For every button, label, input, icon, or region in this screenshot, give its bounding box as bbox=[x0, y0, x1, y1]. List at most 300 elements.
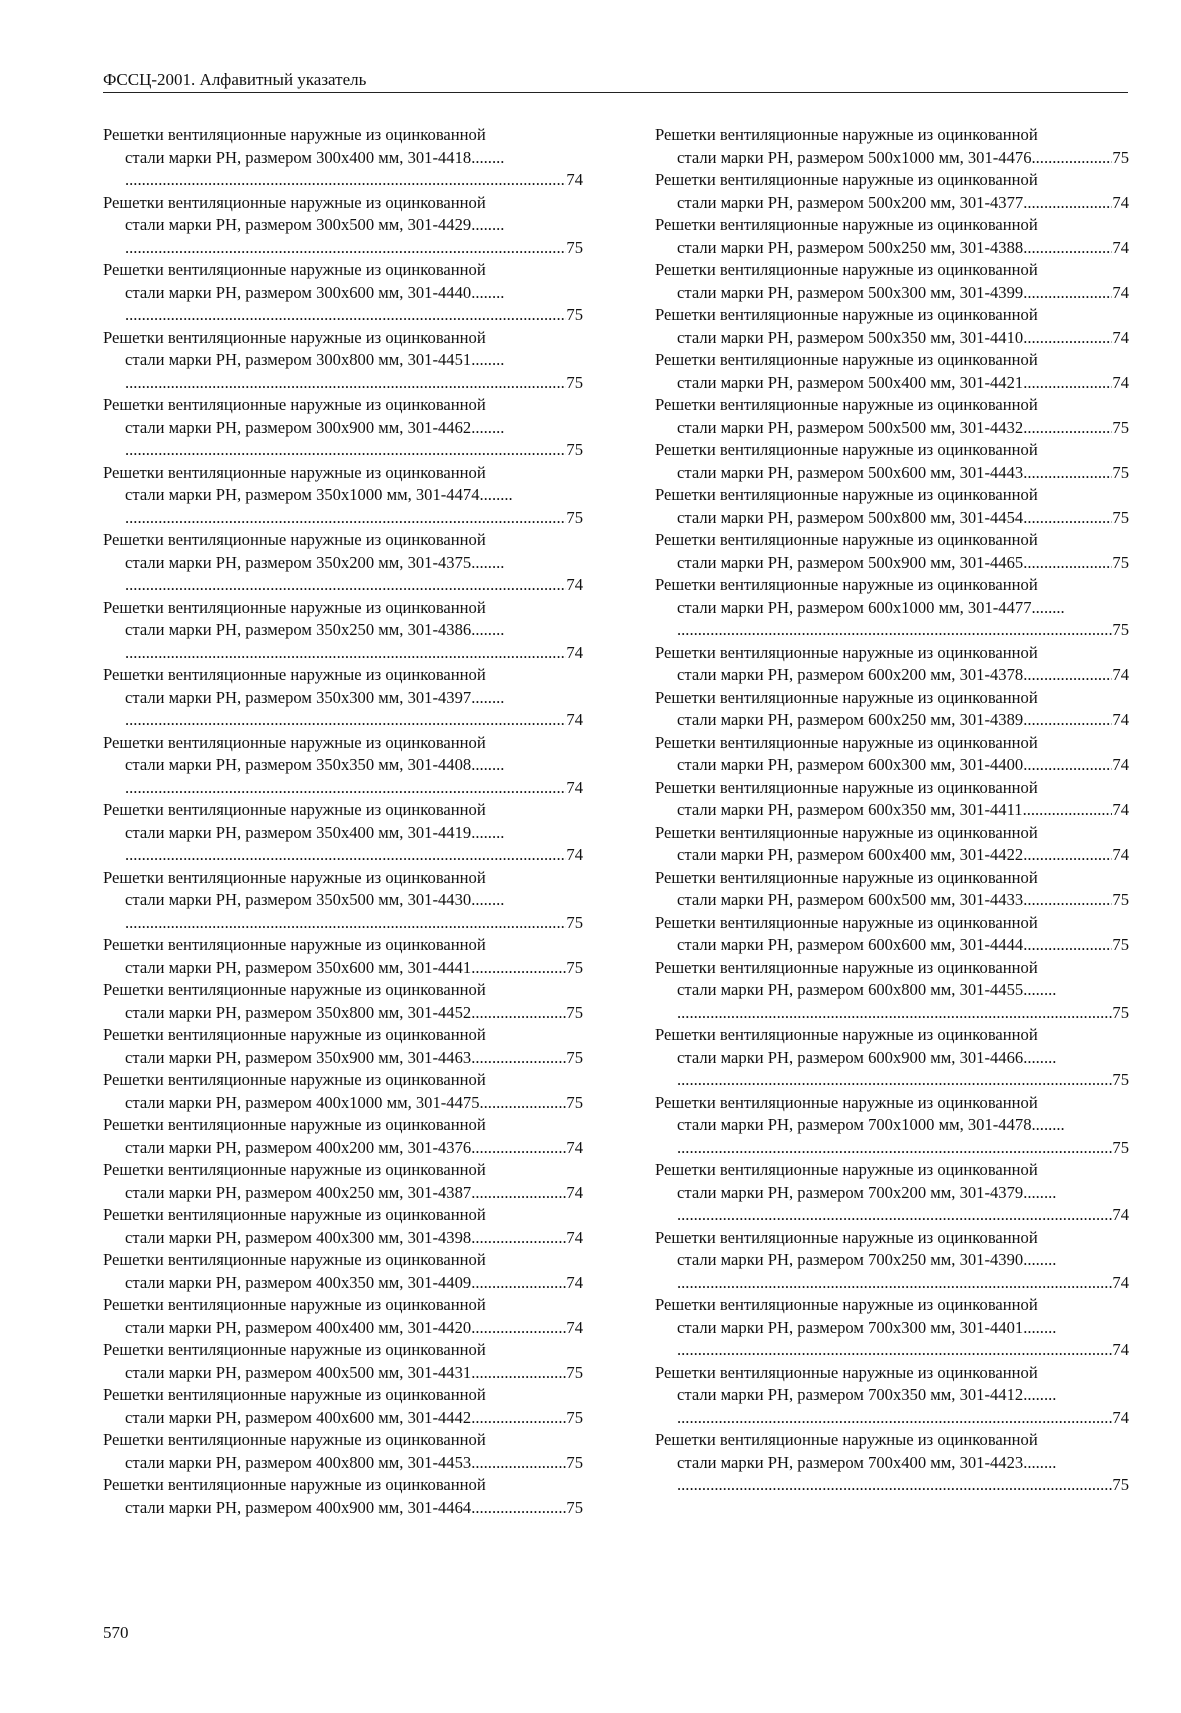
entry-detail-line bbox=[103, 687, 583, 710]
dot-leader bbox=[471, 1137, 566, 1160]
entry-detail: стали марки РН, размером 400х400 мм, 301-4420 bbox=[125, 1317, 472, 1337]
entry-page: 75 bbox=[566, 957, 583, 977]
entry-detail: стали марки РН, размером 600х900 мм, 301-4466 bbox=[677, 1047, 1024, 1067]
entry-page: 75 bbox=[1112, 620, 1129, 639]
index-entry bbox=[103, 1024, 583, 1069]
entry-page: 74 bbox=[566, 1317, 583, 1337]
dot-leader bbox=[125, 642, 566, 665]
entry-page: 75 bbox=[1112, 462, 1129, 482]
entry-page: 75 bbox=[1112, 890, 1129, 909]
entry-detail: стали марки РН, размером 400х300 мм, 301-4398 bbox=[125, 1227, 472, 1247]
entry-leader-line bbox=[103, 169, 583, 192]
index-entry bbox=[103, 1384, 583, 1429]
entry-detail: стали марки РН, размером 700х350 мм, 301-4412 bbox=[677, 1385, 1024, 1404]
entry-detail-line bbox=[103, 1272, 583, 1295]
entry-leader-line bbox=[103, 237, 583, 260]
index-entry bbox=[103, 1114, 583, 1159]
entry-page: 74 bbox=[1112, 710, 1129, 729]
entry-title: Решетки вентиляционные наружные из оцинкованной bbox=[655, 1227, 1038, 1247]
entry-title: Решетки вентиляционные наружные из оцинкованной bbox=[655, 440, 1038, 459]
dot-leader bbox=[1023, 192, 1112, 215]
entry-page: 75 bbox=[1112, 417, 1129, 437]
index-entry bbox=[655, 867, 1129, 912]
entry-detail-line bbox=[103, 1137, 583, 1160]
index-entry bbox=[655, 259, 1129, 304]
entry-title: Решетки вентиляционные наружные из оцинкованной bbox=[655, 1025, 1038, 1044]
entry-detail-line bbox=[103, 282, 583, 305]
dot-leader bbox=[125, 912, 566, 935]
entry-detail-line bbox=[103, 1362, 583, 1385]
entry-title: Решетки вентиляционные наружные из оцинкованной bbox=[655, 350, 1038, 369]
entry-title: Решетки вентиляционные наружные из оцинкованной bbox=[103, 260, 486, 279]
entry-title: Решетки вентиляционные наружные из оцинкованной bbox=[103, 1250, 486, 1269]
dot-leader bbox=[1023, 327, 1112, 350]
entry-page: 74 bbox=[1112, 1272, 1129, 1292]
index-entry bbox=[655, 439, 1129, 484]
dot-leader bbox=[471, 822, 504, 845]
dot-leader bbox=[677, 619, 1112, 642]
entry-page: 75 bbox=[566, 440, 583, 459]
entry-detail-line bbox=[655, 1114, 1129, 1137]
dot-leader bbox=[471, 349, 504, 372]
dot-leader bbox=[677, 1407, 1112, 1430]
dot-leader bbox=[125, 439, 566, 462]
dot-leader bbox=[677, 1137, 1112, 1160]
entry-detail-line bbox=[103, 1092, 583, 1115]
index-entry bbox=[103, 192, 583, 260]
entry-page: 75 bbox=[566, 1002, 583, 1022]
entry-detail: стали марки РН, размером 350х900 мм, 301-4463 bbox=[125, 1047, 472, 1067]
index-entry bbox=[103, 462, 583, 530]
entry-leader-line bbox=[655, 1137, 1129, 1160]
entry-detail-line bbox=[103, 1317, 583, 1340]
entry-title: Решетки вентиляционные наружные из оцинкованной bbox=[655, 170, 1038, 189]
entry-page: 74 bbox=[1112, 372, 1129, 392]
entry-title: Решетки вентиляционные наружные из оцинкованной bbox=[103, 462, 486, 482]
entry-detail-line bbox=[655, 1249, 1129, 1272]
index-entry bbox=[103, 979, 583, 1024]
dot-leader bbox=[1023, 507, 1112, 530]
entry-title: Решетки вентиляционные наружные из оцинкованной bbox=[103, 732, 486, 752]
index-entry bbox=[103, 867, 583, 935]
index-column-left bbox=[103, 124, 583, 1519]
dot-leader bbox=[1023, 1182, 1056, 1205]
entry-page: 74 bbox=[566, 575, 583, 594]
header-title: ФССЦ-2001. Алфавитный указатель bbox=[103, 70, 367, 89]
dot-leader bbox=[471, 1407, 566, 1430]
index-entry bbox=[103, 1159, 583, 1204]
entry-detail: стали марки РН, размером 400х600 мм, 301-4442 bbox=[125, 1407, 472, 1427]
index-entry bbox=[655, 642, 1129, 687]
entry-detail-line bbox=[103, 1407, 583, 1430]
entry-page: 75 bbox=[1112, 552, 1129, 572]
dot-leader bbox=[1023, 1317, 1056, 1340]
entry-detail-line bbox=[655, 327, 1129, 350]
entry-page: 75 bbox=[566, 1362, 583, 1382]
entry-leader-line bbox=[103, 304, 583, 327]
dot-leader bbox=[1023, 282, 1112, 305]
index-entry bbox=[655, 1429, 1129, 1497]
dot-leader bbox=[471, 889, 504, 912]
entry-title: Решетки вентиляционные наружные из оцинкованной bbox=[655, 642, 1038, 662]
entry-title: Решетки вентиляционные наружные из оцинкованной bbox=[655, 215, 1038, 234]
dot-leader bbox=[471, 754, 504, 777]
entry-title: Решетки вентиляционные наружные из оцинкованной bbox=[103, 1430, 486, 1449]
entry-detail-line bbox=[655, 1317, 1129, 1340]
entry-detail-line bbox=[655, 979, 1129, 1002]
entry-leader-line bbox=[655, 1002, 1129, 1025]
entry-leader-line bbox=[655, 619, 1129, 642]
entry-detail: стали марки РН, размером 700х300 мм, 301-4401 bbox=[677, 1317, 1024, 1337]
dot-leader bbox=[1032, 1114, 1065, 1137]
entry-page: 75 bbox=[1112, 507, 1129, 527]
entry-detail-line bbox=[655, 1384, 1129, 1407]
index-entry bbox=[103, 124, 583, 192]
dot-leader bbox=[125, 169, 566, 192]
entry-detail-line bbox=[103, 147, 583, 170]
entry-title: Решетки вентиляционные наружные из оцинкованной bbox=[103, 530, 486, 549]
index-entry bbox=[103, 732, 583, 800]
dot-leader bbox=[677, 1272, 1112, 1295]
index-entry bbox=[655, 484, 1129, 529]
dot-leader bbox=[1023, 237, 1112, 260]
entry-detail-line bbox=[103, 889, 583, 912]
entry-title: Решетки вентиляционные наружные из оцинкованной bbox=[103, 1025, 486, 1044]
entry-detail-line bbox=[103, 1182, 583, 1205]
entry-page: 75 bbox=[566, 1497, 583, 1517]
entry-page: 74 bbox=[566, 1272, 583, 1292]
entry-detail-line bbox=[655, 664, 1129, 687]
entry-detail: стали марки РН, размером 350х200 мм, 301-4375 bbox=[125, 552, 472, 572]
dot-leader bbox=[1032, 597, 1065, 620]
entry-page: 74 bbox=[566, 170, 583, 189]
entry-title: Решетки вентиляционные наружные из оцинкованной bbox=[103, 125, 486, 144]
entry-leader-line bbox=[103, 507, 583, 530]
entry-detail: стали марки РН, размером 500х800 мм, 301-4454 bbox=[677, 507, 1024, 527]
entry-detail: стали марки РН, размером 350х300 мм, 301-4397 bbox=[125, 687, 472, 707]
index-entry bbox=[655, 957, 1129, 1025]
page-number: 570 bbox=[103, 1623, 129, 1642]
entry-detail: стали марки РН, размером 500х400 мм, 301-4421 bbox=[677, 372, 1024, 392]
dot-leader bbox=[1023, 1249, 1056, 1272]
entry-detail: стали марки РН, размером 500х900 мм, 301-4465 bbox=[677, 552, 1024, 572]
index-entry bbox=[103, 1294, 583, 1339]
dot-leader bbox=[471, 1317, 566, 1340]
entry-page: 75 bbox=[1112, 147, 1129, 167]
entry-detail-line bbox=[655, 934, 1129, 957]
dot-leader bbox=[1023, 934, 1112, 957]
entry-detail-line bbox=[655, 799, 1129, 822]
entry-detail-line bbox=[655, 597, 1129, 620]
entry-detail-line bbox=[655, 507, 1129, 530]
dot-leader bbox=[677, 1339, 1112, 1362]
dot-leader bbox=[471, 957, 566, 980]
index-entry bbox=[655, 1294, 1129, 1362]
index-entry bbox=[103, 799, 583, 867]
entry-detail-line bbox=[655, 237, 1129, 260]
entry-page: 75 bbox=[566, 305, 583, 324]
index-entry bbox=[103, 1339, 583, 1384]
dot-leader bbox=[471, 1497, 566, 1520]
entry-leader-line bbox=[103, 912, 583, 935]
dot-leader bbox=[1023, 799, 1113, 822]
entry-title: Решетки вентиляционные наружные из оцинкованной bbox=[103, 395, 486, 414]
dot-leader bbox=[480, 1092, 567, 1115]
index-entry bbox=[655, 214, 1129, 259]
entry-detail: стали марки РН, размером 500х200 мм, 301-4377 bbox=[677, 192, 1024, 212]
entry-title: Решетки вентиляционные наружные из оцинкованной bbox=[103, 800, 486, 819]
entry-detail-line bbox=[103, 957, 583, 980]
dot-leader bbox=[471, 619, 504, 642]
entry-title: Решетки вентиляционные наружные из оцинкованной bbox=[103, 1160, 486, 1179]
entry-detail-line bbox=[655, 147, 1129, 170]
dot-leader bbox=[1023, 1384, 1056, 1407]
entry-detail: стали марки РН, размером 500х250 мм, 301-4388 bbox=[677, 237, 1024, 257]
entry-detail: стали марки РН, размером 600х1000 мм, 301-4477 bbox=[677, 597, 1032, 617]
entry-detail-line bbox=[103, 552, 583, 575]
entry-page: 74 bbox=[1112, 192, 1129, 212]
entry-detail: стали марки РН, размером 500х500 мм, 301-4432 bbox=[677, 417, 1024, 437]
entry-detail: стали марки РН, размером 350х600 мм, 301-4441 bbox=[125, 957, 472, 977]
index-entry bbox=[655, 777, 1129, 822]
index-entry bbox=[655, 1227, 1129, 1295]
dot-leader bbox=[471, 552, 504, 575]
dot-leader bbox=[1023, 417, 1112, 440]
dot-leader bbox=[125, 507, 566, 530]
dot-leader bbox=[471, 1227, 566, 1250]
entry-title: Решетки вентиляционные наружные из оцинкованной bbox=[655, 575, 1038, 594]
entry-detail: стали марки РН, размером 350х800 мм, 301-4452 bbox=[125, 1002, 472, 1022]
entry-page: 75 bbox=[566, 507, 583, 527]
entry-page: 74 bbox=[1112, 800, 1129, 819]
index-entry bbox=[103, 1474, 583, 1519]
entry-detail-line bbox=[103, 822, 583, 845]
entry-leader-line bbox=[103, 709, 583, 732]
entry-page: 74 bbox=[1112, 845, 1129, 864]
entry-page: 74 bbox=[1112, 1340, 1129, 1359]
entry-title: Решетки вентиляционные наружные из оцинкованной bbox=[655, 1092, 1038, 1112]
entry-page: 75 bbox=[566, 372, 583, 392]
dot-leader bbox=[471, 282, 504, 305]
entry-detail-line bbox=[655, 889, 1129, 912]
entry-title: Решетки вентиляционные наружные из оцинкованной bbox=[655, 1430, 1038, 1449]
entry-detail-line bbox=[103, 417, 583, 440]
index-entry bbox=[655, 304, 1129, 349]
entry-detail-line bbox=[103, 619, 583, 642]
entry-detail: стали марки РН, размером 400х900 мм, 301-4464 bbox=[125, 1497, 472, 1517]
dot-leader bbox=[1023, 709, 1112, 732]
entry-detail-line bbox=[655, 282, 1129, 305]
entry-page: 75 bbox=[1112, 1137, 1129, 1157]
entry-detail-line bbox=[655, 462, 1129, 485]
index-entry bbox=[655, 1092, 1129, 1160]
index-entry bbox=[655, 124, 1129, 169]
entry-title: Решетки вентиляционные наружные из оцинкованной bbox=[655, 260, 1038, 279]
entry-title: Решетки вентиляционные наружные из оцинкованной bbox=[655, 867, 1038, 887]
dot-leader bbox=[125, 844, 566, 867]
entry-leader-line bbox=[103, 372, 583, 395]
entry-title: Решетки вентиляционные наружные из оцинкованной bbox=[655, 305, 1038, 324]
entry-detail-line bbox=[655, 844, 1129, 867]
entry-page: 74 bbox=[566, 777, 583, 797]
entry-page: 74 bbox=[1112, 237, 1129, 257]
entry-title: Решетки вентиляционные наружные из оцинкованной bbox=[103, 327, 486, 347]
index-entry bbox=[103, 934, 583, 979]
entry-detail: стали марки РН, размером 600х250 мм, 301-4389 bbox=[677, 710, 1024, 729]
entry-page: 74 bbox=[1112, 327, 1129, 347]
entry-detail: стали марки РН, размером 600х500 мм, 301-4433 bbox=[677, 890, 1024, 909]
dot-leader bbox=[471, 1362, 566, 1385]
dot-leader bbox=[471, 1182, 566, 1205]
index-entry bbox=[655, 1362, 1129, 1430]
dot-leader bbox=[125, 237, 566, 260]
entry-detail: стали марки РН, размером 600х200 мм, 301-4378 bbox=[677, 665, 1024, 684]
entry-page: 75 bbox=[566, 1452, 583, 1472]
dot-leader bbox=[1023, 1452, 1056, 1475]
entry-page: 75 bbox=[566, 1047, 583, 1067]
entry-title: Решетки вентиляционные наружные из оцинкованной bbox=[103, 980, 486, 999]
dot-leader bbox=[125, 709, 566, 732]
entry-leader-line bbox=[655, 1474, 1129, 1497]
dot-leader bbox=[125, 574, 566, 597]
entry-title: Решетки вентиляционные наружные из оцинкованной bbox=[655, 822, 1038, 842]
entry-title: Решетки вентиляционные наружные из оцинкованной bbox=[103, 192, 486, 212]
entry-page: 74 bbox=[1112, 1407, 1129, 1427]
entry-detail: стали марки РН, размером 350х400 мм, 301-4419 bbox=[125, 822, 472, 842]
entry-detail-line bbox=[655, 1452, 1129, 1475]
dot-leader bbox=[471, 1452, 566, 1475]
entry-detail: стали марки РН, размером 600х300 мм, 301-4400 bbox=[677, 755, 1024, 774]
entry-detail: стали марки РН, размером 600х800 мм, 301-4455 bbox=[677, 980, 1024, 999]
entry-page: 74 bbox=[566, 710, 583, 729]
dot-leader bbox=[1023, 844, 1112, 867]
entry-title: Решетки вентиляционные наружные из оцинкованной bbox=[655, 1295, 1038, 1314]
entry-page: 75 bbox=[1112, 935, 1129, 954]
entry-detail-line bbox=[655, 754, 1129, 777]
entry-title: Решетки вентиляционные наружные из оцинкованной bbox=[655, 395, 1038, 414]
entry-detail: стали марки РН, размером 400х500 мм, 301-4431 bbox=[125, 1362, 472, 1382]
dot-leader bbox=[677, 1069, 1112, 1092]
dot-leader bbox=[1023, 754, 1112, 777]
index-entry bbox=[103, 394, 583, 462]
entry-title: Решетки вентиляционные наружные из оцинкованной bbox=[655, 957, 1038, 977]
dot-leader bbox=[471, 417, 504, 440]
index-entry bbox=[655, 822, 1129, 867]
dot-leader bbox=[677, 1002, 1112, 1025]
index-entry bbox=[103, 597, 583, 665]
entry-detail: стали марки РН, размером 500х300 мм, 301-4399 bbox=[677, 282, 1024, 302]
entry-detail-line bbox=[103, 1227, 583, 1250]
entry-detail: стали марки РН, размером 600х400 мм, 301-4422 bbox=[677, 845, 1024, 864]
entry-page: 74 bbox=[566, 642, 583, 662]
entry-page: 75 bbox=[1112, 1475, 1129, 1494]
entry-title: Решетки вентиляционные наружные из оцинкованной bbox=[655, 1160, 1038, 1179]
index-entry bbox=[103, 529, 583, 597]
dot-leader bbox=[1023, 1047, 1056, 1070]
entry-detail: стали марки РН, размером 400х200 мм, 301-4376 bbox=[125, 1137, 472, 1157]
dot-leader bbox=[480, 484, 513, 507]
entry-detail: стали марки РН, размером 300х500 мм, 301-4429 bbox=[125, 215, 472, 234]
entry-detail: стали марки РН, размером 700х200 мм, 301-4379 bbox=[677, 1182, 1024, 1202]
entry-detail: стали марки РН, размером 700х1000 мм, 301-4478 bbox=[677, 1115, 1032, 1134]
entry-detail: стали марки РН, размером 600х600 мм, 301-4444 bbox=[677, 935, 1024, 954]
index-entry bbox=[655, 169, 1129, 214]
index-column-right bbox=[655, 124, 1129, 1497]
index-entry bbox=[655, 529, 1129, 574]
entry-leader-line bbox=[655, 1069, 1129, 1092]
entry-leader-line bbox=[655, 1339, 1129, 1362]
dot-leader bbox=[125, 372, 566, 395]
entry-title: Решетки вентиляционные наружные из оцинкованной bbox=[655, 912, 1038, 932]
entry-detail-line bbox=[103, 754, 583, 777]
index-entry bbox=[103, 327, 583, 395]
dot-leader bbox=[471, 1272, 566, 1295]
index-entry bbox=[103, 1204, 583, 1249]
entry-detail: стали марки РН, размером 500х1000 мм, 301-4476 bbox=[677, 147, 1032, 167]
dot-leader bbox=[677, 1204, 1112, 1227]
entry-title: Решетки вентиляционные наружные из оцинкованной bbox=[103, 867, 486, 887]
entry-detail: стали марки РН, размером 700х400 мм, 301-4423 bbox=[677, 1452, 1024, 1472]
entry-title: Решетки вентиляционные наружные из оцинкованной bbox=[103, 1340, 486, 1359]
entry-page: 75 bbox=[566, 237, 583, 257]
index-entry bbox=[655, 687, 1129, 732]
entry-detail-line bbox=[103, 349, 583, 372]
entry-leader-line bbox=[103, 642, 583, 665]
index-entry bbox=[103, 1249, 583, 1294]
entry-leader-line bbox=[103, 439, 583, 462]
dot-leader bbox=[471, 687, 504, 710]
entry-detail: стали марки РН, размером 350х350 мм, 301-4408 bbox=[125, 755, 472, 774]
page-header bbox=[103, 70, 1128, 93]
entry-title: Решетки вентиляционные наружные из оцинкованной bbox=[655, 777, 1038, 797]
entry-page: 74 bbox=[566, 1137, 583, 1157]
entry-detail: стали марки РН, размером 400х800 мм, 301-4453 bbox=[125, 1452, 472, 1472]
dot-leader bbox=[1032, 147, 1113, 170]
index-entry bbox=[655, 574, 1129, 642]
entry-page: 75 bbox=[1112, 1070, 1129, 1089]
entry-detail-line bbox=[103, 1497, 583, 1520]
entry-title: Решетки вентиляционные наружные из оцинкованной bbox=[655, 125, 1038, 144]
dot-leader bbox=[1023, 462, 1112, 485]
dot-leader bbox=[1023, 552, 1112, 575]
dot-leader bbox=[471, 1047, 566, 1070]
entry-detail: стали марки РН, размером 400х250 мм, 301-4387 bbox=[125, 1182, 472, 1202]
index-entry bbox=[655, 1159, 1129, 1227]
entry-detail: стали марки РН, размером 350х1000 мм, 301-4474 bbox=[125, 485, 480, 504]
dot-leader bbox=[677, 1474, 1112, 1497]
entry-detail: стали марки РН, размером 350х500 мм, 301-4430 bbox=[125, 890, 472, 909]
entry-title: Решетки вентиляционные наружные из оцинкованной bbox=[103, 1385, 486, 1404]
dot-leader bbox=[471, 147, 504, 170]
entry-leader-line bbox=[103, 844, 583, 867]
index-entry bbox=[655, 1024, 1129, 1092]
entry-page: 75 bbox=[1112, 1002, 1129, 1022]
index-entry bbox=[103, 259, 583, 327]
entry-page: 74 bbox=[1112, 665, 1129, 684]
dot-leader bbox=[1023, 889, 1112, 912]
entry-leader-line bbox=[655, 1272, 1129, 1295]
entry-page: 74 bbox=[566, 1182, 583, 1202]
entry-detail-line bbox=[655, 192, 1129, 215]
entry-leader-line bbox=[655, 1204, 1129, 1227]
entry-detail-line bbox=[103, 214, 583, 237]
index-entry bbox=[655, 349, 1129, 394]
entry-title: Решетки вентиляционные наружные из оцинкованной bbox=[103, 935, 486, 954]
entry-detail-line bbox=[655, 1047, 1129, 1070]
entry-title: Решетки вентиляционные наружные из оцинкованной bbox=[103, 1115, 486, 1134]
entry-page: 75 bbox=[566, 1407, 583, 1427]
index-entry bbox=[103, 1429, 583, 1474]
